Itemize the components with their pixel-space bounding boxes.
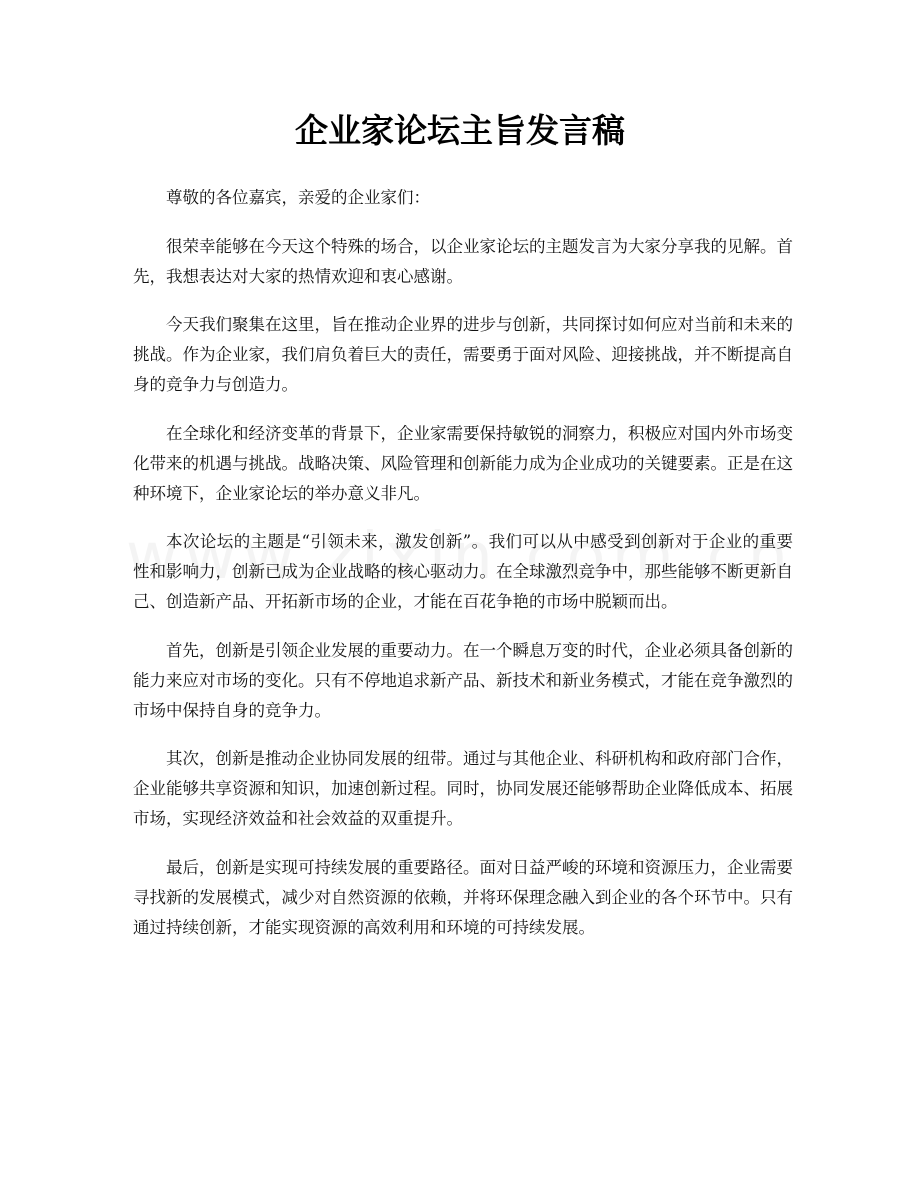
paragraph: 本次论坛的主题是“引领未来，激发创新”。我们可以从中感受到创新对于企业的重要性和影响力，创新已成为企业战略的核心驱动力。在全球激烈竞争中，那些能够不断更新自己、创造新产品、开拓新市场的企业，才能在百花争艳的市场中脱颖而出。 — [133, 532, 793, 611]
paragraph: 首先，创新是引领企业发展的重要动力。在一个瞬息万变的时代，企业必须具备创新的能力来应对市场的变化。只有不停地追求新产品、新技术和新业务模式，才能在竞争激烈的市场中保持自身的竞争力。 — [133, 640, 793, 720]
document-title: 企业家论坛主旨发言稿 — [295, 111, 625, 150]
paragraph: 最后，创新是实现可持续发展的重要路径。面对日益严峻的环境和资源压力，企业需要寻找新的发展模式，减少对自然资源的依赖，并将环保理念融入到企业的各个环节中。只有通过持续创新，才能实现资源的高效利用和环境的可持续发展。 — [133, 857, 793, 937]
paragraph-salutation: 尊敬的各位嘉宾，亲爱的企业家们： — [166, 188, 430, 207]
paragraph: 很荣幸能够在今天这个特殊的场合，以企业家论坛的主题发言为大家分享我的见解。首先，我想表达对大家的热情欢迎和衷心感谢。 — [133, 236, 793, 286]
document-body — [133, 183, 793, 961]
paragraph: 在全球化和经济变革的背景下，企业家需要保持敏锐的洞察力，积极应对国内外市场变化带来的机遇与挑战。战略决策、风险管理和创新能力成为企业成功的关键要素。正是在这种环境下，企业家论坛的举办意义非凡。 — [133, 423, 793, 503]
paragraph: 其次，创新是推动企业协同发展的纽带。通过与其他企业、科研机构和政府部门合作，企业能够共享资源和知识，加速创新过程。同时，协同发展还能够帮助企业降低成本、拓展市场，实现经济效益和社会效益的双重提升。 — [133, 749, 793, 828]
paragraph: 今天我们聚集在这里，旨在推动企业界的进步与创新，共同探讨如何应对当前和未来的挑战。作为企业家，我们肩负着巨大的责任，需要勇于面对风险、迎接挑战，并不断提高自身的竞争力与创造力。 — [133, 315, 793, 394]
